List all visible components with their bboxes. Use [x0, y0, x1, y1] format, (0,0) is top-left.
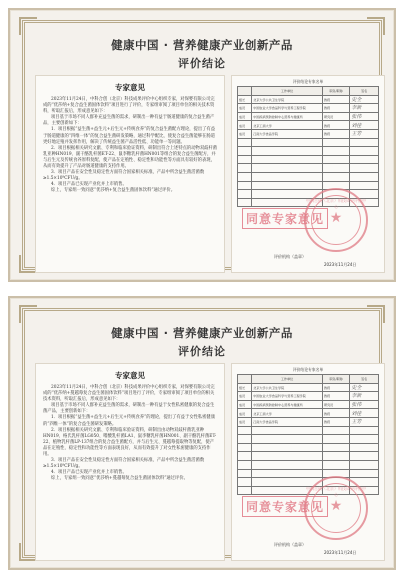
seal-text: 中科合创（北京）科技成果评价中心 — [306, 198, 366, 209]
table-cell — [322, 460, 349, 469]
table-cell: 成员 — [238, 417, 252, 426]
certificate-1 — [8, 8, 396, 282]
opinion-paragraph: 2023年11月24日，中科合创（北京）科技成果评价中心组织专家，对保婴有限公司完成的“优莎纳+复合益生菌固体饮料”项目进行了评价，专家组审阅了项目单位的相关技术资料，听取汇报后，形成意见如下： — [43, 97, 215, 115]
signature-cell: 王芳 — [350, 129, 379, 138]
table-cell: 成员 — [238, 400, 252, 409]
signature-cell: 史全 — [350, 95, 379, 104]
table-cell: 北京工商大学 — [252, 121, 323, 130]
table-header-cell — [238, 375, 252, 384]
table-cell: 中国农业大学食品科学与营养工程学院 — [252, 392, 323, 401]
table-cell — [238, 486, 252, 495]
table-header-cell: 工作单位 — [252, 375, 323, 384]
opinion-paragraph: 3．项目产品在安全性及稳定性方面符合国家相关标准，产品中所含益生菌活菌数≥1.5×10⁹CFU/g。 — [43, 458, 205, 470]
table-cell — [350, 452, 379, 461]
table-header-cell: 工作单位 — [252, 87, 323, 96]
table-cell: 北京工商大学 — [252, 409, 323, 418]
table-row — [238, 383, 379, 392]
signature-cell: 张伟 — [350, 112, 379, 121]
opinion-paragraph: 1．项目根据“益生菌+益生元+后生元+传统食养”的复合益生菌配方理论，提出了有益于肠道健康的“四维一体”的复合益生菌研发策略，通过科学配比，使复合益生菌能够在肠道更好地定殖并发挥作用，解决了传统益生菌产品活性低、功能单一等问题。 — [43, 127, 216, 145]
expert-opinion-heading: 专家意见 — [115, 371, 145, 380]
table-cell: 成员 — [238, 409, 252, 418]
table-header-cell: 签名 — [350, 375, 379, 384]
opinion-paragraph: 2023年11月24日，中科合创（北京）科技成果评价中心组织专家，对保婴有限公司完成的“优莎纳+蔓越莓复合益生菌固体饮料”项目进行了评价，专家组审阅了项目单位的相关技术资料，听取汇报后，形成意见如下： — [43, 385, 215, 403]
opinion-paragraph: 4．项目产品已实现产业化并上市销售。 — [51, 470, 127, 476]
frame-corner — [367, 17, 385, 35]
expert-opinion-panel — [35, 363, 225, 561]
table-cell: 中国疾病预防控制中心营养与健康所 — [252, 112, 323, 121]
table-row — [238, 460, 379, 469]
table-cell — [322, 443, 349, 452]
table-cell — [238, 426, 252, 435]
table-cell: 中国疾病预防控制中心营养与健康所 — [252, 400, 323, 409]
table-row — [238, 426, 379, 435]
table-row — [238, 400, 379, 409]
certificate-subtitle: 评价结论 — [178, 57, 226, 70]
signature-cell: 史全 — [350, 383, 379, 392]
table-cell — [252, 155, 323, 164]
table-cell — [238, 155, 252, 164]
org-label: 评价机构（盖章） — [274, 542, 306, 547]
table-cell — [238, 469, 252, 478]
table-cell — [350, 181, 379, 190]
table-cell — [252, 469, 323, 478]
table-header-cell: 职务/职称 — [322, 87, 349, 96]
table-cell — [238, 443, 252, 452]
evaluation-date: 2023年11月24日 — [324, 262, 357, 267]
frame-corner — [19, 305, 37, 323]
table-row — [238, 147, 379, 156]
table-cell — [252, 460, 323, 469]
table-cell — [238, 147, 252, 156]
opinion-paragraph: 4．项目产品已实现产业化并上市销售。 — [51, 182, 127, 188]
opinion-paragraph: 项目基于市场不同人群补充益生菌的需求，研制出一种有益于肠道健康的复合益生菌产品，主要创新如下： — [43, 115, 215, 127]
table-cell — [350, 155, 379, 164]
table-cell — [350, 443, 379, 452]
table-cell — [252, 164, 323, 173]
expert-opinion-body — [36, 385, 224, 483]
evaluation-date: 2023年11月24日 — [324, 550, 357, 555]
table-cell: 成员 — [238, 104, 252, 113]
table-header-cell: 职务/职称 — [322, 375, 349, 384]
table-cell — [252, 181, 323, 190]
table-row — [238, 104, 379, 113]
table-cell — [238, 172, 252, 181]
certificate-title: 健康中国 · 营养健康产业创新产品 — [111, 326, 293, 340]
table-cell: 研究员 — [322, 112, 349, 121]
table-cell: 研究员 — [322, 400, 349, 409]
table-cell — [252, 172, 323, 181]
table-row — [238, 164, 379, 173]
table-cell — [238, 190, 252, 199]
table-cell — [252, 147, 323, 156]
table-cell — [322, 138, 349, 147]
table-row — [238, 155, 379, 164]
table-row — [238, 129, 379, 138]
table-cell — [238, 478, 252, 487]
table-cell: 成员 — [238, 121, 252, 130]
opinion-paragraph: 综上，专家组一致同意“优莎纳+复合益生菌固体饮料”通过评价。 — [51, 188, 176, 194]
table-cell — [238, 460, 252, 469]
table-cell — [252, 138, 323, 147]
table-cell — [238, 198, 252, 207]
table-cell: 教授 — [322, 392, 349, 401]
table-cell: 中国农业大学食品科学与营养工程学院 — [252, 104, 323, 113]
approval-stamp-text: 同意专家意见 — [242, 208, 328, 229]
table-cell — [252, 435, 323, 444]
table-header-row — [238, 375, 379, 384]
table-cell: 成员 — [238, 112, 252, 121]
expert-list-title: 评价结论专家名单 — [292, 367, 324, 372]
table-cell — [238, 164, 252, 173]
table-cell: 成员 — [238, 129, 252, 138]
table-header-cell — [238, 87, 252, 96]
table-cell — [238, 435, 252, 444]
table-cell — [350, 435, 379, 444]
table-cell: 教授 — [322, 104, 349, 113]
certificate-frame — [22, 308, 382, 558]
table-cell — [252, 452, 323, 461]
seal-text: 中科合创（北京）科技成果评价中心 — [306, 486, 366, 497]
table-cell: 教授 — [322, 129, 349, 138]
expert-list-panel — [231, 363, 385, 561]
table-header-row — [238, 87, 379, 96]
table-cell — [238, 181, 252, 190]
official-seal — [304, 188, 368, 252]
expert-table — [237, 86, 379, 207]
table-row — [238, 452, 379, 461]
table-cell: 教授 — [322, 417, 349, 426]
opinion-paragraph: 1．项目根据“益生菌+益生元+后生元+传统食养”的理论，提出了有益于女性私密健康的“四维一体”的复合益生菌研发策略。 — [43, 415, 216, 427]
table-cell — [252, 443, 323, 452]
table-cell: 江南大学食品学院 — [252, 417, 323, 426]
table-row — [238, 409, 379, 418]
table-row — [238, 469, 379, 478]
table-cell — [252, 426, 323, 435]
table-cell — [322, 147, 349, 156]
signature-cell: 刘佳 — [350, 121, 379, 130]
table-row — [238, 392, 379, 401]
table-cell — [322, 164, 349, 173]
table-cell: 组长 — [238, 383, 252, 392]
expert-list-title: 评价结论专家名单 — [292, 79, 324, 84]
org-label: 评价机构（盖章） — [274, 254, 306, 259]
table-row — [238, 95, 379, 104]
table-cell: 北京大学公共卫生学院 — [252, 383, 323, 392]
table-cell: 教授 — [322, 383, 349, 392]
table-row — [238, 417, 379, 426]
seal-star-icon: ★ — [329, 498, 343, 514]
table-row — [238, 181, 379, 190]
approval-stamp-text: 同意专家意见 — [242, 496, 328, 517]
table-cell: 教授 — [322, 409, 349, 418]
table-cell — [238, 138, 252, 147]
certificate-subtitle: 评价结论 — [178, 345, 226, 358]
table-cell — [350, 147, 379, 156]
table-cell — [350, 426, 379, 435]
table-cell — [350, 172, 379, 181]
expert-opinion-panel — [35, 75, 225, 273]
table-cell: 江南大学食品学院 — [252, 129, 323, 138]
table-row — [238, 121, 379, 130]
table-row — [238, 172, 379, 181]
table-row — [238, 112, 379, 121]
signature-cell: 张伟 — [350, 400, 379, 409]
signature-cell: 李新 — [350, 104, 379, 113]
expert-opinion-heading: 专家意见 — [115, 83, 145, 92]
certificate-2 — [8, 296, 396, 570]
expert-list-panel — [231, 75, 385, 273]
opinion-paragraph: 综上，专家组一致同意“优莎纳+蔓越莓复合益生菌固体饮料”通过评价。 — [51, 476, 188, 482]
table-cell — [322, 426, 349, 435]
table-row — [238, 138, 379, 147]
opinion-paragraph: 2．项目根据相关研究文献、专利和临床验证资料，研制出符合上述特点的动物双歧杆菌乳亚种HN019、副干酪乳杆菌ET-22、鼠李糖乳杆菌HN001等组合的复合益生菌配方，并与后生元及传统食养原料复配，使产品在定殖性、稳定性和功能性等方面具有较好的表现，从而有效提升了产品对肠道健康的支持作用。 — [43, 145, 218, 170]
signature-cell: 李新 — [350, 392, 379, 401]
frame-corner — [19, 17, 37, 35]
table-cell — [350, 460, 379, 469]
signature-cell: 刘佳 — [350, 409, 379, 418]
table-cell — [322, 435, 349, 444]
table-header-cell: 签名 — [350, 87, 379, 96]
opinion-paragraph: 3．项目产品在安全性及稳定性方面符合国家相关标准，产品中所含益生菌活菌数≥1.5×10⁹CFU/g。 — [43, 170, 205, 182]
table-cell — [238, 452, 252, 461]
table-cell: 成员 — [238, 392, 252, 401]
expert-table — [237, 374, 379, 495]
table-cell — [322, 452, 349, 461]
table-cell: 教授 — [322, 95, 349, 104]
table-cell: 组长 — [238, 95, 252, 104]
table-cell — [322, 155, 349, 164]
table-cell — [350, 138, 379, 147]
table-cell — [322, 172, 349, 181]
table-cell: 北京大学公共卫生学院 — [252, 95, 323, 104]
signature-cell: 王芳 — [350, 417, 379, 426]
frame-corner — [367, 305, 385, 323]
expert-opinion-body — [36, 97, 224, 195]
official-seal — [304, 476, 368, 540]
table-cell — [350, 469, 379, 478]
table-cell — [350, 164, 379, 173]
table-row — [238, 435, 379, 444]
table-row — [238, 443, 379, 452]
certificate-frame — [22, 20, 382, 270]
table-cell: 教授 — [322, 121, 349, 130]
opinion-paragraph: 2．项目根据相关研究文献、专利和临床验证资料，研制出由动物双歧杆菌乳亚种HN019、格氏乳杆菌LG050、嗜酸乳杆菌LA1、鼠李糖乳杆菌HN001、副干酪乳杆菌ET-22、植物乳杆菌LP-137组合的复合益生菌配方，并与后生元、蔓越莓提取物等复配，使产品在定殖性、稳定性和功能性等方面表现良好，从而有效提升了对女性私密健康的支持作用。 — [43, 427, 217, 458]
seal-star-icon: ★ — [329, 210, 343, 226]
opinion-paragraph: 项目基于市场不同人群补充益生菌的需求，研制出一种有益于女性私密健康的复合益生菌产品，主要创新如下： — [43, 403, 215, 415]
certificate-title: 健康中国 · 营养健康产业创新产品 — [111, 38, 293, 52]
